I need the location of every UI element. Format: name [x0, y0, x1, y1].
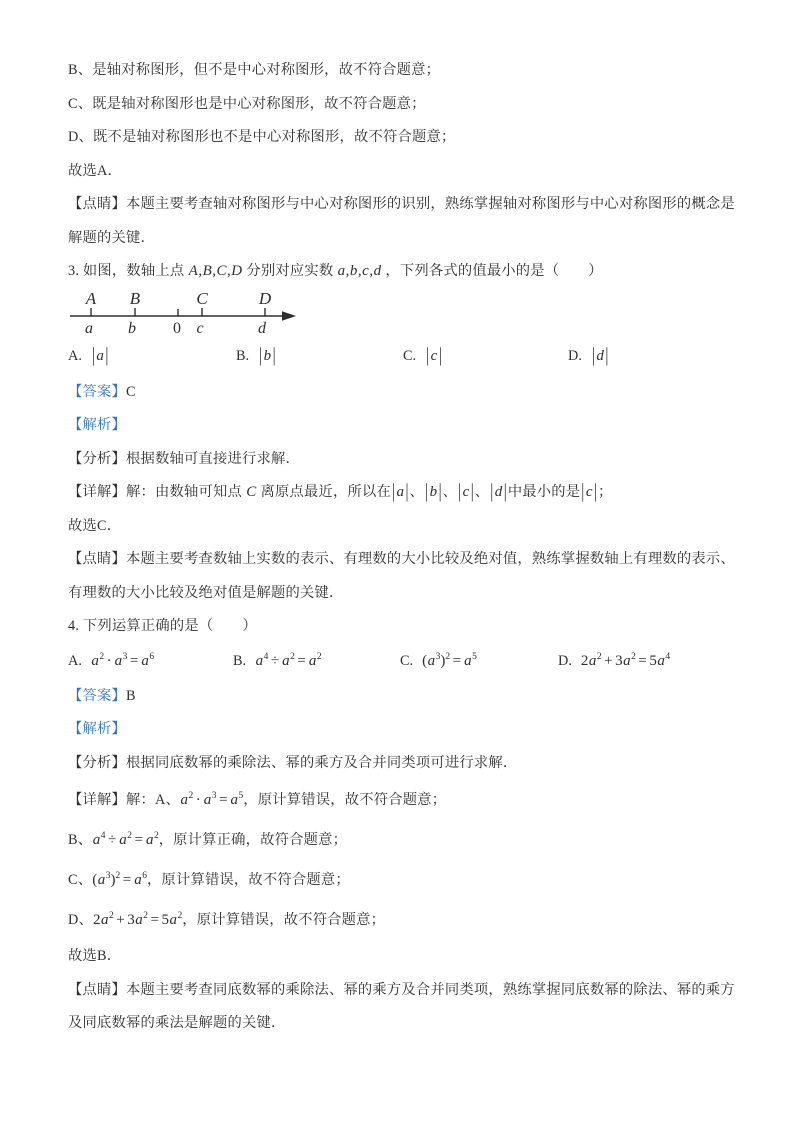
figure-point-label-C: C [196, 288, 208, 308]
q4-option-c-expr: $(a^3)^2 = a^5$ [422, 652, 477, 669]
q4-tip-line2: 及同底数幂的乘法是解题的关键． [68, 1015, 286, 1031]
q3-answer-line [68, 376, 727, 410]
q4-tip-line1: 【点睛】本题主要考查同底数幂的乘除法、幂的乘方及合并同类项，熟练掌握同底数幂的除法、幂的乘方 [68, 981, 735, 998]
figure-point-label-A: A [85, 288, 97, 308]
q4-answer-line [68, 680, 727, 714]
q2-conclusion: 故选A． [68, 162, 123, 179]
q4-option-d [558, 653, 670, 670]
figure-point-label-D: D [258, 288, 272, 308]
q3-analysis-label-line [68, 409, 727, 443]
q4-option-b [233, 653, 400, 670]
figure-point-label-B: B [129, 288, 141, 308]
answer-label: 【答案】 [68, 687, 126, 704]
q4-option-a [68, 653, 233, 670]
q2-option-c-line: C、既是轴对称图形也是中心对称图形，故不符合题意； [68, 95, 426, 112]
q4-option-d-expr: $2a^2 + 3a^2 = 5a^4$ [580, 652, 671, 669]
analysis-label: 【解析】 [68, 721, 126, 737]
q3-tip-line1: 【点睛】本题主要考查数轴上实数的表示、有理数的大小比较及绝对值，熟练掌握数轴上有理数的表示、 [68, 551, 735, 567]
figure-origin-label: 0 [173, 319, 181, 337]
answer-value: C [126, 383, 136, 400]
number-line-figure [68, 288, 727, 338]
q3-option-c-expr: | c | [426, 345, 442, 367]
q3-option-c [403, 345, 568, 367]
q3-detail-line: 【详解】解：由数轴可知点 C 离原点最近，所以在| a |、| b |、| c |、| d |中最小的是| c |； [68, 480, 613, 503]
q3-options [68, 338, 727, 376]
q3-option-d [568, 345, 609, 367]
q4-option-a-expr: $a^2 \cdot a^3 = a^6$ [91, 652, 155, 669]
q3-option-a-letter: A. [68, 348, 82, 364]
q3-conclusion: 故选C． [68, 517, 122, 534]
q4-option-d-letter: D. [558, 653, 572, 669]
answer-value: B [126, 687, 136, 704]
q4-detail-d-line: D、$2a^2 + 3a^2 = 5a^2$，原计算错误，故不符合题意； [68, 911, 386, 928]
q2-tip-line1: 【点睛】本题主要考查轴对称图形与中心对称图形的识别，熟练掌握轴对称图形与中心对称图形的概念是 [68, 196, 735, 212]
q3-stem: 3. 如图，数轴上点 A,B,C,D 分别对应实数 a,b,c,d ，下列各式的值最小的是（ ） [68, 263, 603, 279]
axis-arrow-icon [282, 311, 296, 321]
q2-tip-line2: 解题的关键． [68, 229, 155, 246]
q4-option-c-letter: C. [400, 653, 414, 669]
q3-tip-line2: 有理数的大小比较及绝对值是解题的关键． [68, 584, 344, 601]
q2-option-d-line: D、既不是轴对称图形也不是中心对称图形，故不符合题意； [68, 129, 456, 145]
analysis-label: 【解析】 [68, 417, 126, 433]
q3-option-d-letter: D. [568, 348, 582, 364]
q3-analysis-line: 【分析】根据数轴可直接进行求解． [68, 450, 300, 467]
q4-detail-a-line: 【详解】解：A、$a^2 \cdot a^3 = a^5$，原计算错误，故不符合题意； [68, 791, 447, 808]
q4-option-a-letter: A. [68, 653, 82, 669]
q4-detail-c-line: C、$(a^3)^2 = a^6$，原计算错误，故不符合题意； [68, 871, 350, 888]
answer-label: 【答案】 [68, 383, 126, 400]
figure-value-label-d: d [258, 319, 266, 337]
q3-option-d-expr: | d | [591, 345, 609, 367]
q4-conclusion: 故选B． [68, 948, 122, 964]
q4-stem: 4. 下列运算正确的是（ ） [68, 618, 257, 634]
q4-option-b-letter: B. [233, 653, 247, 669]
q2-option-b-line: B、是轴对称图形，但不是中心对称图形，故不符合题意； [68, 62, 441, 78]
q3-option-b-letter: B. [236, 348, 250, 364]
q4-options [68, 644, 727, 680]
q3-option-c-letter: C. [403, 348, 417, 364]
q4-option-c [400, 653, 558, 670]
q4-analysis-label-line [68, 713, 727, 747]
q3-option-a-expr: | a | [91, 345, 109, 367]
q4-detail-b-line: B、$a^4 \div a^2 = a^2$，原计算正确，故符合题意； [68, 831, 348, 848]
figure-value-label-c: c [196, 319, 204, 337]
q3-option-b [236, 345, 403, 367]
figure-value-label-a: a [85, 319, 93, 337]
q3-option-a [68, 345, 236, 367]
number-line-svg [68, 288, 318, 338]
q4-option-b-expr: $a^4 \div a^2 = a^2$ [255, 652, 322, 669]
q3-option-b-expr: | b | [259, 345, 276, 367]
figure-value-label-b: b [128, 319, 136, 337]
q4-analysis-line: 【分析】根据同底数幂的乘除法、幂的乘方及合并同类项可进行求解． [68, 754, 518, 771]
